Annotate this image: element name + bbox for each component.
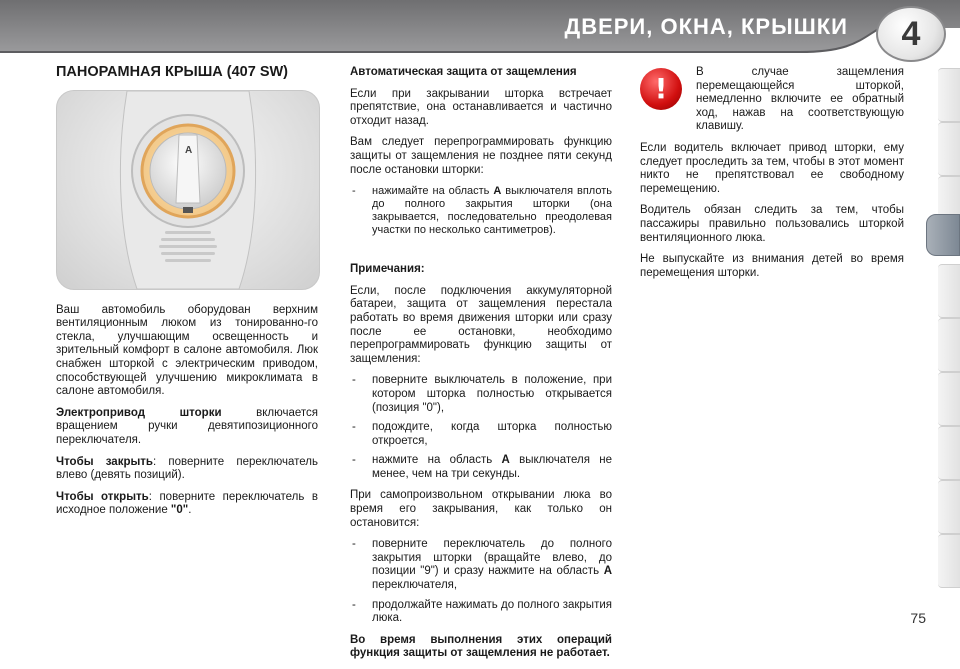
final-bold-text: Во время выполнения этих операций функция защиты от защемления не работает. xyxy=(350,633,612,660)
intro-paragraph: Ваш автомобиль оборудован верхним вентиляционным люком из тонированно-го стекла, улучшающим освещенность и зрительный комфорт в салоне автомобиля. Люк снабжен шторкой с электрическим приводом, способствующей улучшению микроклимата в салоне автомобиля. xyxy=(56,303,318,398)
column-middle xyxy=(350,66,612,669)
notes-p4: При самопроизвольном открывании люка во время его закрывания, как только он остановится: xyxy=(350,489,612,529)
open-end: . xyxy=(188,504,192,517)
close-bold: Чтобы закрыть xyxy=(56,455,153,468)
warning-block xyxy=(640,66,904,134)
roof-switch-illustration xyxy=(56,90,320,290)
warning-icon xyxy=(640,68,682,110)
column-left xyxy=(56,66,318,526)
item-text-end: выключателя не менее, чем на три секунды. xyxy=(372,454,613,480)
chapter-tab-7[interactable] xyxy=(938,372,960,426)
item-area-label: A xyxy=(501,454,510,467)
chapter-tabs xyxy=(926,68,960,628)
open-bold: Чтобы открыть xyxy=(56,490,149,503)
self-open-list xyxy=(350,538,612,626)
list-item: - подождите, когда шторка полностью откроется, xyxy=(350,421,612,448)
column-right xyxy=(640,66,904,288)
notes-list xyxy=(350,374,612,481)
item-text: нажимайте на область xyxy=(372,185,494,198)
item-area-label: A xyxy=(493,185,502,198)
item-text: поверните переключатель до полного закрытия шторки (вращайте влево, до позиции "9") и сразу нажмите на область xyxy=(372,538,612,578)
close-rest: : поверните переключатель влево (девять позиций). xyxy=(56,455,318,482)
list-item xyxy=(350,185,612,237)
open-paragraph xyxy=(56,491,318,518)
figure-label-a: A xyxy=(185,144,193,156)
chapter-tab-1[interactable] xyxy=(938,68,960,122)
chapter-tab-6[interactable] xyxy=(938,318,960,372)
list-item: - продолжайте нажимать до полного закрытия люка. xyxy=(350,599,612,626)
chapter-tab-8[interactable] xyxy=(938,426,960,480)
warning-symbol: ! xyxy=(654,72,668,106)
anti-pinch-p1: Если при закрывании шторка встречает препятствие, она останавливается и частично отходит назад. xyxy=(350,87,612,127)
anti-pinch-title: Автоматическая защита от защемления xyxy=(350,66,577,78)
list-item xyxy=(350,454,612,481)
open-rest: : поверните переключатель в исходное положение xyxy=(56,490,318,517)
drive-bold: Электропривод шторки xyxy=(56,406,222,419)
notes-p3: Если, после подключения аккумуляторной батареи, защита от защемления перестала работать во время движения шторки или сразу после ее остановки, необходимо перепрограммировать функцию защиты от защемления: xyxy=(350,284,612,365)
warning-text: В случае защемления перемещающейся шторкой, немедленно включите ее обратный ход, нажав на соответствующую клавишу. xyxy=(696,66,904,133)
close-paragraph xyxy=(56,456,318,483)
item-area-label: A xyxy=(603,565,612,578)
list-item xyxy=(350,538,612,592)
item-text-end: выключателя вплоть до полного закрытия шторки (она закрывается, последовательно преодолевая участки по несколько сантиметров). xyxy=(372,185,612,237)
chapter-tab-4-active[interactable] xyxy=(926,214,960,256)
page-number: 75 xyxy=(910,610,926,626)
children-paragraph: Не выпускайте из внимания детей во время перемещения шторки. xyxy=(640,253,904,279)
driver-paragraph: Если водитель включает привод шторки, ему следует проследить за тем, чтобы в этот момент никто не препятствовал ее свободному перемещению. xyxy=(640,141,904,195)
item-text: нажмите на область xyxy=(372,454,502,467)
chapter-tab-5[interactable] xyxy=(938,264,960,318)
chapter-tab-10[interactable] xyxy=(938,534,960,588)
anti-pinch-p2: Вам следует перепрограммировать функцию защиты от защемления не позднее пяти секунд после остановки шторки: xyxy=(350,136,612,176)
roof-switch-drawing xyxy=(57,91,319,289)
item-text-end: переключателя, xyxy=(372,579,458,592)
open-value: "0" xyxy=(170,504,189,517)
chapter-title: ДВЕРИ, ОКНА, КРЫШКИ xyxy=(564,14,848,39)
chapter-tab-2[interactable] xyxy=(938,122,960,176)
drive-rest: включается вращением ручки девятипозиционного переключателя. xyxy=(56,406,318,446)
section-title-panoramic-roof: ПАНОРАМНАЯ КРЫША (407 SW) xyxy=(56,64,289,80)
passenger-paragraph: Водитель обязан следить за тем, чтобы пассажиры правильно пользовались шторкой вентиляционного люка. xyxy=(640,204,904,244)
reprogram-list xyxy=(350,185,612,237)
chapter-tab-9[interactable] xyxy=(938,480,960,534)
final-warning-bold xyxy=(350,634,612,661)
list-item: - поверните выключатель в положение, при котором шторка полностью открывается (позиция "0"), xyxy=(350,374,612,415)
drive-paragraph xyxy=(56,407,318,448)
notes-title: Примечания: xyxy=(350,263,425,276)
chapter-number: 4 xyxy=(901,14,921,53)
chapter-badge xyxy=(876,6,946,62)
